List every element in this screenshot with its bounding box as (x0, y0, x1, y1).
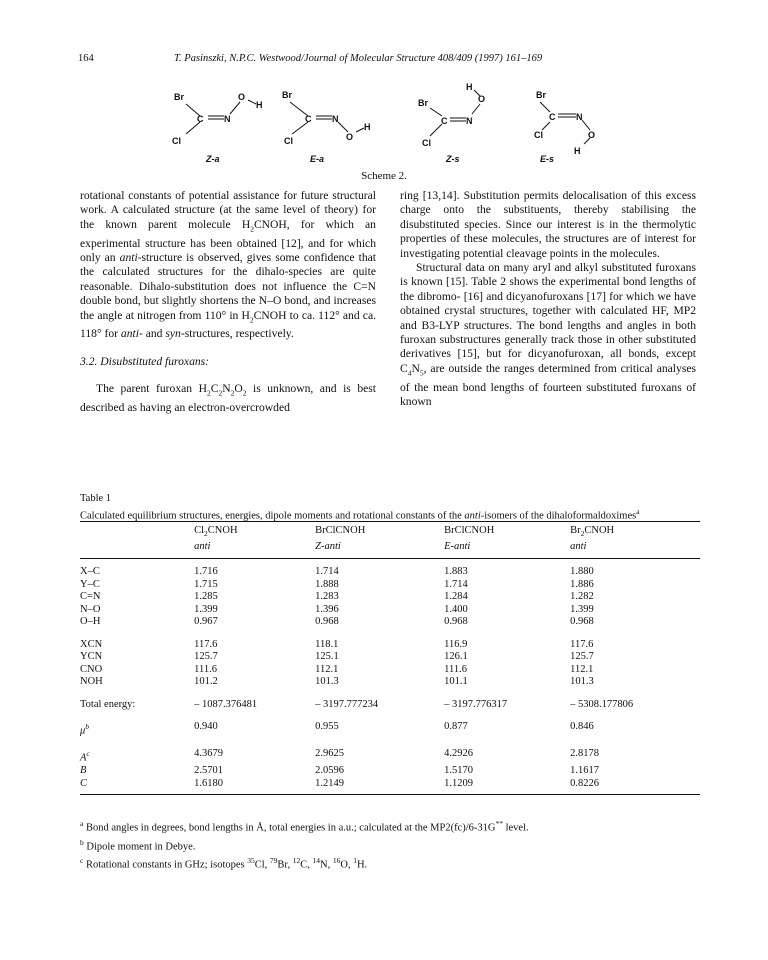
right-column (400, 189, 696, 409)
atom-n: N (466, 116, 473, 126)
atom-h: H (574, 146, 581, 156)
structure-label: Z-s (446, 154, 460, 164)
structure-label: E-a (310, 154, 325, 164)
footnote-c: $^c$ Rotational constants in GHz; isotopes $^{35}$Cl, $^{79}$Br, $^{12}$C, $^{14}$N, $^{16}$O, $^1$H. (80, 856, 368, 871)
structure-label: Z-a (206, 154, 220, 164)
atom-c: C (441, 116, 448, 126)
structure-label: E-s (540, 154, 555, 164)
table-isomer-row (80, 541, 700, 559)
atom-n: N (224, 114, 231, 124)
atom-br: Br (536, 90, 547, 100)
table-row: YCN 125.7 125.1 126.1 125.7 (80, 651, 594, 663)
table-footnotes (80, 817, 700, 873)
paragraph: rotational constants of potential assistance for future structural work. A calculated structure (at the same level of theory) for the known parent molecule $H_2CNOH$, for which an experimental structure has been obtained [12], and for which only an anti-structure is observed, gives some confidence that the calculated structures for the dihalo-species are quite reasonable. Dihalo-substitution does not influence the C=N double bond, but slightly shortens the N–O bond, and increases the angle at nitrogen from 110° in $H_2CNOH$ to ca. 112° and ca. 118° for anti- and syn-structures, respectively. (80, 189, 377, 341)
section-heading: 3.2. Disubstituted furoxans: (80, 354, 210, 368)
paragraph: ring [13,14]. Substitution permits delocalisation of this excess charge onto the substituents, thereby stabilising the disubstituted species. Since our interest is in the thermolytic properties of these molecules, the structures are of interest for investigating potential cleavage points in the molecules. (400, 189, 696, 260)
paragraph: Structural data on many aryl and alkyl substituted furoxans is known [15]. Table 2 shows the experimental bond lengths of the dibromo- [16] and dicyanofuroxans [17] for which we have obtained crystal structures, together with calculated HF, MP2 and B3-LYP structures. The bond lengths and angles in both furoxan substructures generally track those in other substituted derivatives [15], but for dicyanofuroxan, all bonds, except $C_4N_5$, are outside the ranges determined from critical analyses of the mean bond lengths of fourteen substituted furoxans of known (400, 261, 696, 408)
atom-n: N (576, 112, 583, 122)
table-row: Y–C 1.715 1.888 1.714 1.886 (80, 578, 594, 590)
atom-n: N (332, 114, 339, 124)
table-title: Calculated equilibrium structures, energies, dipole moments and rotational constants of the anti-isomers of the dihaloformaldoximes$^a$ (80, 507, 640, 522)
structure-e-s (540, 102, 590, 144)
footnote-a: $^a$ Bond angles in degrees, bond lengths in Å, total energies in a.u.; calculated at the MP2(fc)/6-31G** level. (80, 819, 529, 834)
scheme-caption: Scheme 2. (361, 170, 407, 182)
results-table (80, 521, 700, 795)
table-row: XCN 117.6 118.1 116.9 117.6 (80, 638, 594, 650)
column-header: $Br_2CNOH$ (570, 522, 700, 541)
table-row-energy: Total energy: – 1087.376481 – 3197.777234 – 3197.776317 – 5308.177806 (80, 698, 634, 710)
left-column (80, 189, 376, 415)
atom-h: H (466, 82, 473, 92)
atom-h: H (364, 122, 371, 132)
isomer-label: anti (194, 541, 315, 559)
atom-br: Br (282, 90, 293, 100)
running-header (78, 53, 698, 67)
atom-o: O (588, 130, 596, 140)
atom-cl: Cl (422, 138, 431, 148)
atom-c: C (305, 114, 312, 124)
table-header-row (80, 522, 700, 541)
running-title: T. Pasinszki, N.P.C. Westwood/Journal of Molecular Structure 408/409 (1997) 161–169 (174, 53, 543, 64)
atom-cl: Cl (284, 136, 293, 146)
table-row: C 1.6180 1.2149 1.1209 0.8226 (80, 778, 700, 795)
atom-br: Br (174, 92, 185, 102)
table-row: N–O 1.399 1.396 1.400 1.399 (80, 603, 594, 615)
structure-e-a (290, 102, 364, 134)
table-row: B 2.5701 2.0596 1.5170 1.1617 (80, 765, 599, 777)
atom-o: O (238, 92, 246, 102)
table-row: $A^c$ 4.3679 2.9625 4.2926 2.8178 (80, 748, 599, 764)
paragraph: The parent furoxan $H_2C_2N_2O_2$ is unknown, and is best described as having an electron-overcrowded (80, 382, 376, 414)
table-row: C=N 1.285 1.283 1.284 1.282 (80, 591, 594, 603)
column-header: BrClCNOH (444, 522, 570, 541)
scheme-2-structures (160, 82, 610, 172)
table-row: O–H 0.967 0.968 0.968 0.968 (80, 616, 594, 628)
atom-br: Br (418, 98, 429, 108)
table-caption (80, 492, 700, 523)
structure-z-s (430, 90, 480, 136)
atom-h: H (256, 100, 263, 110)
table-row: NOH 101.2 101.3 101.1 101.3 (80, 676, 594, 688)
isomer-label: Z-anti (315, 541, 444, 559)
table-row: CNO 111.6 112.1 111.6 112.1 (80, 663, 594, 675)
isomer-label: E-anti (444, 541, 570, 559)
atom-cl: Cl (172, 136, 181, 146)
atom-o: O (346, 132, 354, 142)
table-number: Table 1 (80, 493, 112, 504)
isomer-label: anti (570, 541, 700, 559)
atom-c: C (197, 114, 204, 124)
table-row-dipole: $\mu^b$ 0.940 0.955 0.877 0.846 (80, 721, 594, 737)
atom-c: C (549, 112, 556, 122)
atom-o: O (478, 94, 486, 104)
column-header: $Cl_2CNOH$ (194, 522, 315, 541)
table-row: X–C 1.716 1.714 1.883 1.880 (80, 566, 594, 578)
atom-cl: Cl (534, 130, 543, 140)
footnote-b: $^b$ Dipole moment in Debye. (80, 837, 196, 852)
column-header: BrClCNOH (315, 522, 444, 541)
page-number: 164 (78, 53, 94, 64)
